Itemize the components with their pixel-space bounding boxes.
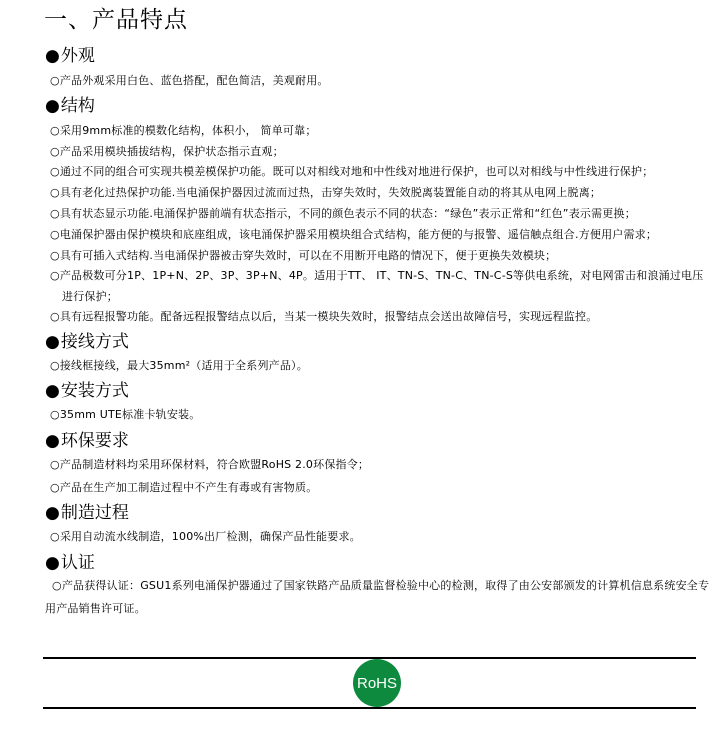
hollow-bullet-icon: ○ bbox=[50, 408, 60, 421]
list-item: ○产品极数可分1P、1P+N、2P、3P、3P+N、4P。适用于TT、 IT、TN-S、TN-C、TN-C-S等供电系统，对电网雷击和浪涌过电压 bbox=[50, 269, 704, 282]
hollow-bullet-icon: ○ bbox=[50, 165, 60, 178]
divider-top bbox=[43, 657, 696, 659]
hollow-bullet-icon: ○ bbox=[50, 145, 60, 158]
section-heading-manufacturing bbox=[45, 502, 129, 524]
section-heading-wiring bbox=[45, 331, 129, 353]
hollow-bullet-icon: ○ bbox=[50, 359, 60, 372]
list-item: ○通过不同的组合可实现共模差模保护功能。既可以对相线对地和中性线对地进行保护，也可以对相线与中性线进行保护； bbox=[50, 165, 654, 178]
section-heading-installation bbox=[45, 380, 129, 402]
heading-text: 环保要求 bbox=[60, 431, 129, 451]
heading-text: 外观 bbox=[60, 46, 95, 66]
filled-bullet-icon: ● bbox=[45, 431, 60, 451]
hollow-bullet-icon: ○ bbox=[50, 530, 60, 543]
hollow-bullet-icon: ○ bbox=[50, 186, 60, 199]
list-item: ○具有远程报警功能。配备远程报警结点以后，当某一模块失效时，报警结点会送出故障信号，实现远程监控。 bbox=[50, 310, 598, 323]
list-item: ○采用自动流水线制造，100%出厂检测，确保产品性能要求。 bbox=[50, 530, 361, 543]
list-item: ○接线框接线，最大35mm²（适用于全系列产品）。 bbox=[50, 359, 308, 372]
hollow-bullet-icon: ○ bbox=[50, 481, 60, 494]
list-item: ○35mm UTE标准卡轨安装。 bbox=[50, 408, 201, 421]
list-item-continuation: 用产品销售许可证。 bbox=[45, 602, 146, 615]
list-item: ○产品获得认证：GSU1系列电涌保护器通过了国家铁路产品质量监督检验中心的检测，取得了由公安部颁发的计算机信息系统安全专 bbox=[52, 579, 710, 592]
hollow-bullet-icon: ○ bbox=[50, 310, 60, 323]
hollow-bullet-icon: ○ bbox=[50, 249, 60, 262]
list-item-continuation: 进行保护； bbox=[62, 290, 118, 303]
list-item: ○具有状态显示功能.电涌保护器前端有状态指示，不同的颜色表示不同的状态：“绿色”表示正常和“红色”表示需更换； bbox=[50, 207, 636, 220]
filled-bullet-icon: ● bbox=[45, 381, 60, 401]
filled-bullet-icon: ● bbox=[45, 332, 60, 352]
list-item: ○产品制造材料均采用环保材料，符合欧盟RoHS 2.0环保指令； bbox=[50, 458, 370, 471]
filled-bullet-icon: ● bbox=[45, 503, 60, 523]
section-heading-environmental bbox=[45, 430, 129, 452]
list-item: ○产品在生产加工制造过程中不产生有毒或有害物质。 bbox=[50, 481, 318, 494]
hollow-bullet-icon: ○ bbox=[50, 228, 60, 241]
heading-text: 制造过程 bbox=[60, 503, 129, 523]
list-item: ○产品外观采用白色、蓝色搭配，配色简洁，美观耐用。 bbox=[50, 74, 329, 87]
hollow-bullet-icon: ○ bbox=[50, 124, 60, 137]
filled-bullet-icon: ● bbox=[45, 96, 60, 116]
hollow-bullet-icon: ○ bbox=[50, 207, 60, 220]
heading-text: 结构 bbox=[60, 96, 95, 116]
section-heading-appearance bbox=[45, 45, 95, 67]
filled-bullet-icon: ● bbox=[45, 46, 60, 66]
rohs-label: RoHS bbox=[356, 674, 397, 692]
hollow-bullet-icon: ○ bbox=[52, 579, 62, 592]
filled-bullet-icon: ● bbox=[45, 553, 60, 573]
section-heading-structure bbox=[45, 95, 95, 117]
heading-text: 接线方式 bbox=[60, 332, 129, 352]
heading-text: 认证 bbox=[60, 553, 95, 573]
list-item: ○具有老化过热保护功能.当电涌保护器因过流而过热，击穿失效时，失效脱离装置能自动的将其从电网上脱离； bbox=[50, 186, 602, 199]
heading-text: 安装方式 bbox=[60, 381, 129, 401]
rohs-badge-icon bbox=[353, 659, 401, 707]
page-title: 一、产品特点 bbox=[44, 7, 188, 33]
divider-bottom bbox=[43, 707, 696, 709]
hollow-bullet-icon: ○ bbox=[50, 74, 60, 87]
list-item: ○采用9mm标准的模数化结构，体积小， 简单可靠； bbox=[50, 124, 317, 137]
list-item: ○产品采用模块插拔结构，保护状态指示直观； bbox=[50, 145, 284, 158]
section-heading-certification bbox=[45, 552, 95, 574]
hollow-bullet-icon: ○ bbox=[50, 458, 60, 471]
list-item: ○具有可插入式结构.当电涌保护器被击穿失效时，可以在不用断开电路的情况下，便于更换失效模块； bbox=[50, 249, 557, 262]
hollow-bullet-icon: ○ bbox=[50, 269, 60, 282]
list-item: ○电涌保护器由保护模块和底座组成，该电涌保护器采用模块组合式结构，能方便的与报警、遥信触点组合.方便用户需求； bbox=[50, 228, 658, 241]
